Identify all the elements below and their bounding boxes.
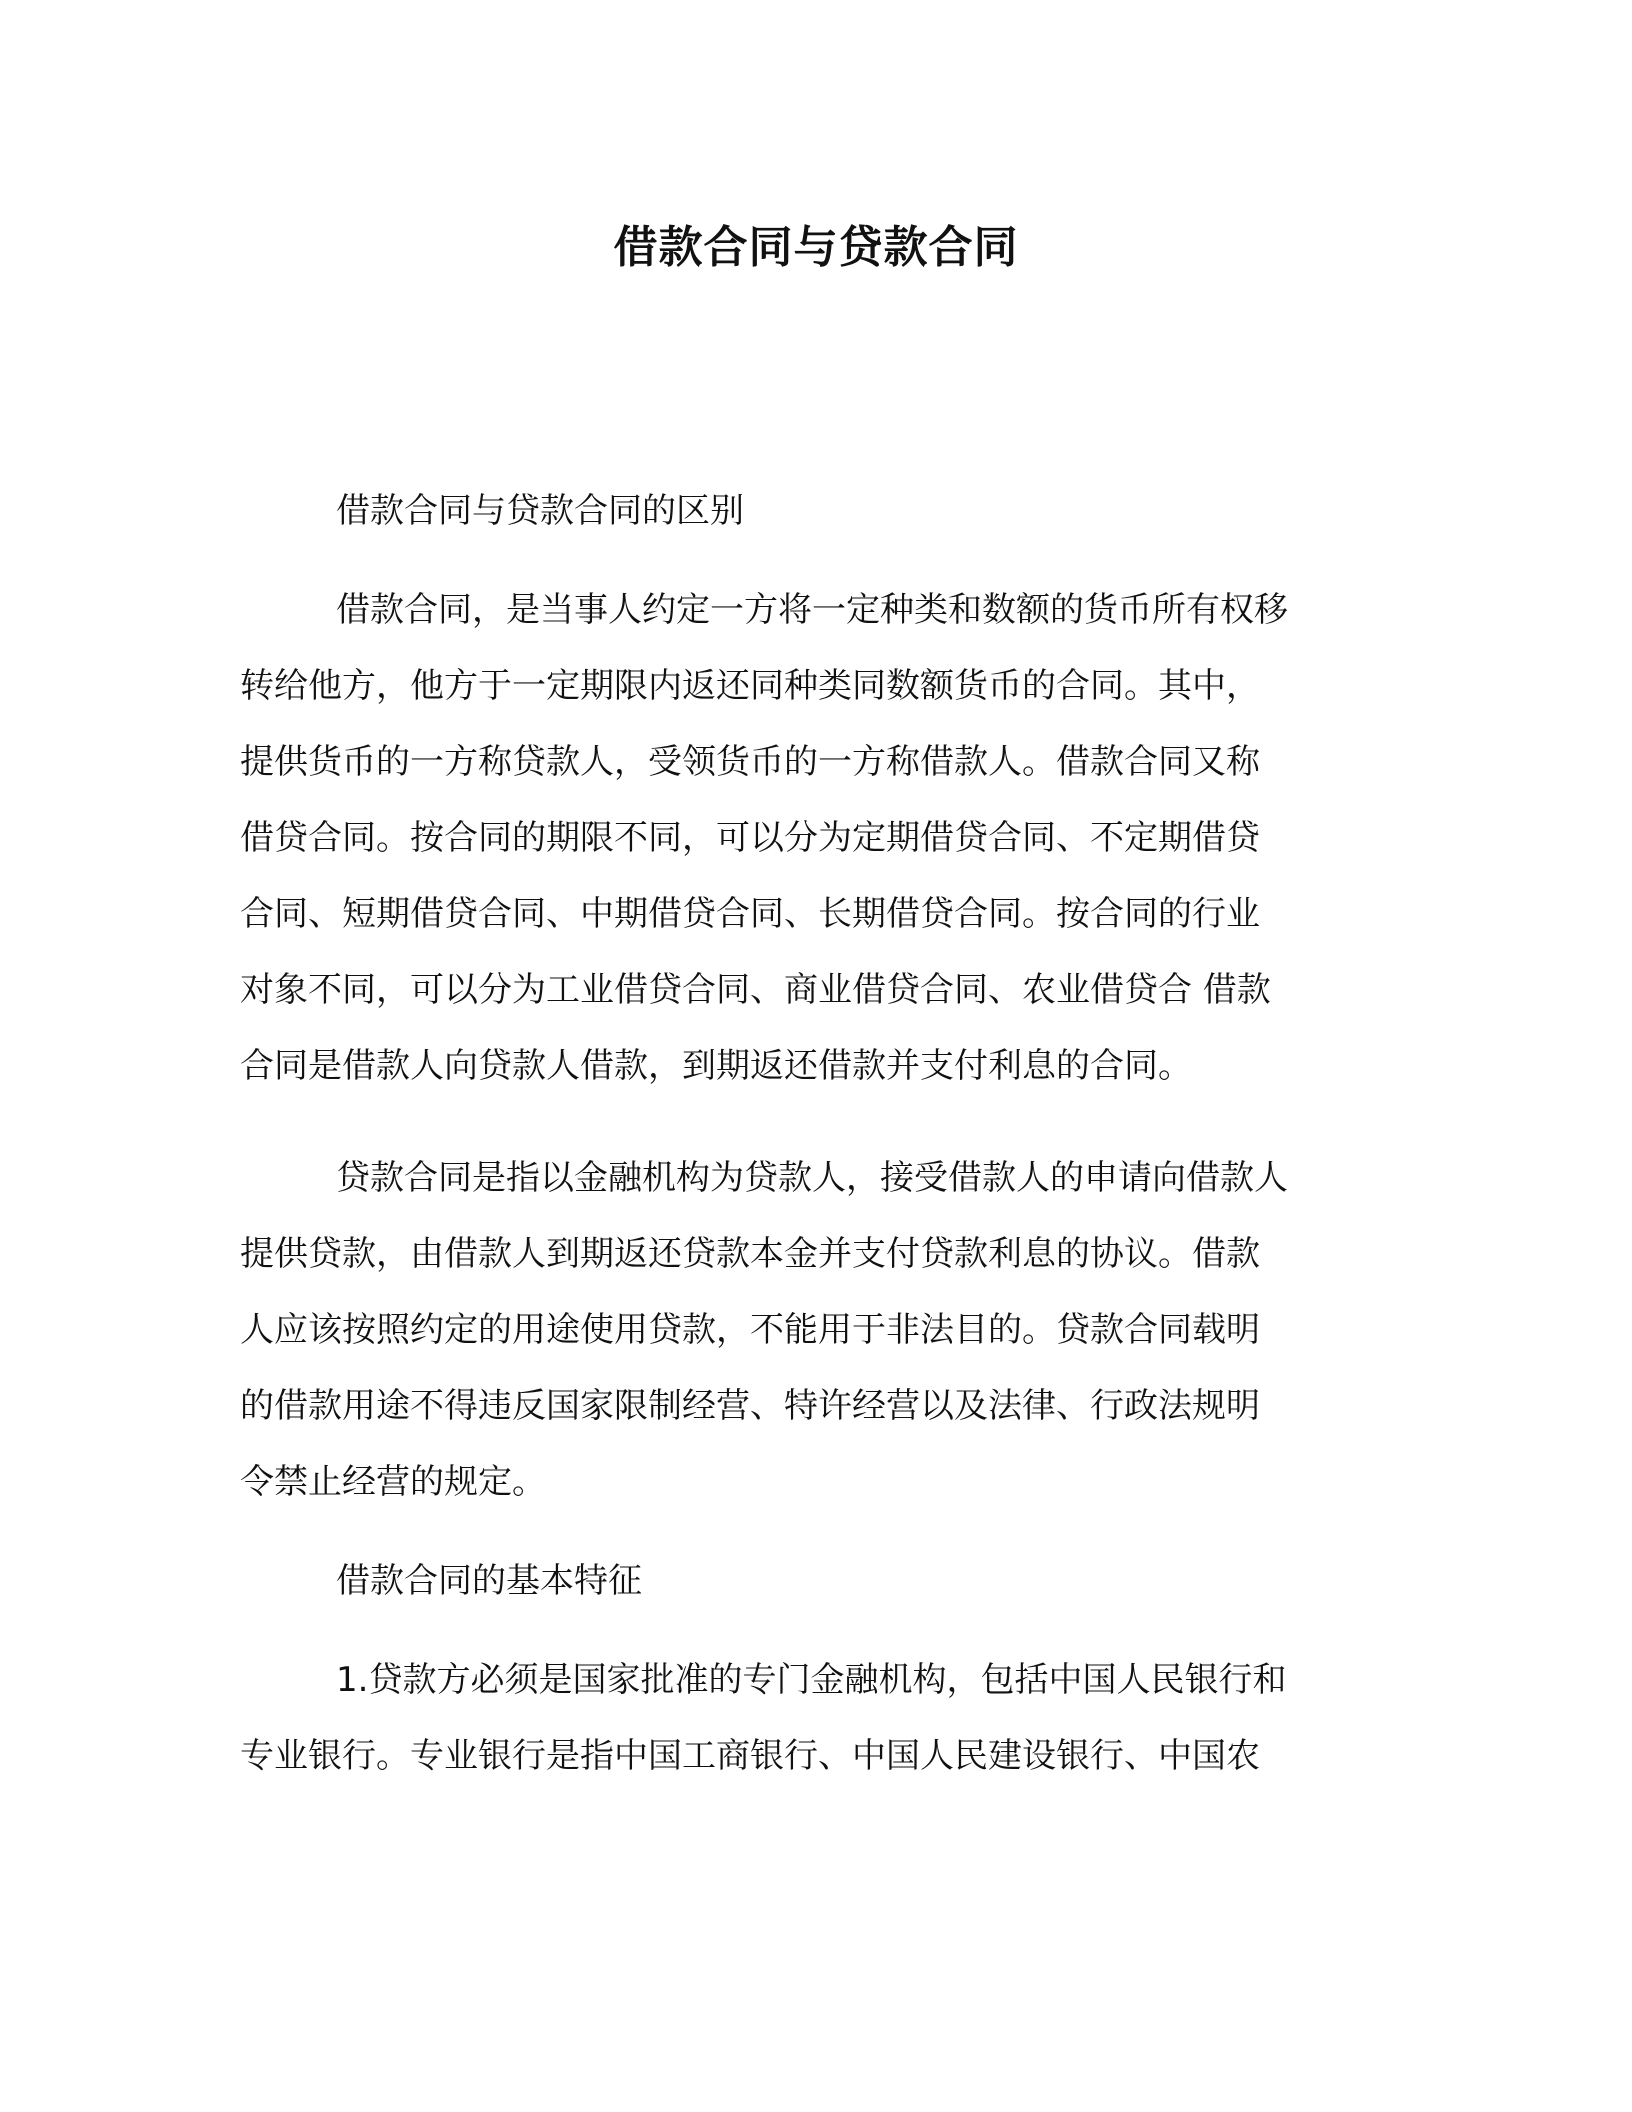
text-line: 专业银行。专业银行是指中国工商银行、中国人民建设银行、中国农 bbox=[240, 1736, 1260, 1776]
paragraph-credit-contract-definition bbox=[240, 1140, 1375, 1520]
text-line: 的借款用途不得违反国家限制经营、特许经营以及法律、行政法规明 bbox=[240, 1386, 1260, 1426]
text-line: 合同、短期借贷合同、中期借贷合同、长期借贷合同。按合同的行业 bbox=[240, 894, 1260, 934]
text-line: 1.贷款方必须是国家批准的专门金融机构，包括中国人民银行和 bbox=[336, 1660, 1287, 1700]
section-heading-differences: 借款合同与贷款合同的区别 bbox=[336, 491, 744, 531]
document-title: 借款合同与贷款合同 bbox=[613, 222, 1019, 273]
text-line: 提供货币的一方称贷款人，受领货币的一方称借款人。借款合同又称 bbox=[240, 742, 1260, 782]
text-line: 贷款合同是指以金融机构为贷款人，接受借款人的申请向借款人 bbox=[336, 1158, 1288, 1198]
text-line: 借款合同，是当事人约定一方将一定种类和数额的货币所有权移 bbox=[336, 590, 1288, 630]
text-line: 转给他方，他方于一定期限内返还同种类同数额货币的合同。其中， bbox=[240, 666, 1260, 706]
paragraph-feature-1 bbox=[240, 1642, 1375, 1794]
text-line: 借贷合同。按合同的期限不同，可以分为定期借贷合同、不定期借贷 bbox=[240, 818, 1260, 858]
text-line: 提供贷款，由借款人到期返还贷款本金并支付贷款利息的协议。借款 bbox=[240, 1234, 1260, 1274]
paragraph-loan-contract-definition bbox=[240, 572, 1375, 1104]
text-line: 对象不同，可以分为工业借贷合同、商业借贷合同、农业借贷合 借款 bbox=[240, 970, 1271, 1010]
text-line: 合同是借款人向贷款人借款，到期返还借款并支付利息的合同。 bbox=[240, 1046, 1192, 1086]
document-body bbox=[240, 486, 1375, 1830]
text-line: 人应该按照约定的用途使用贷款，不能用于非法目的。贷款合同载明 bbox=[240, 1310, 1260, 1350]
text-line: 令禁止经营的规定。 bbox=[240, 1462, 546, 1502]
section-heading-basic-features: 借款合同的基本特征 bbox=[336, 1561, 642, 1601]
